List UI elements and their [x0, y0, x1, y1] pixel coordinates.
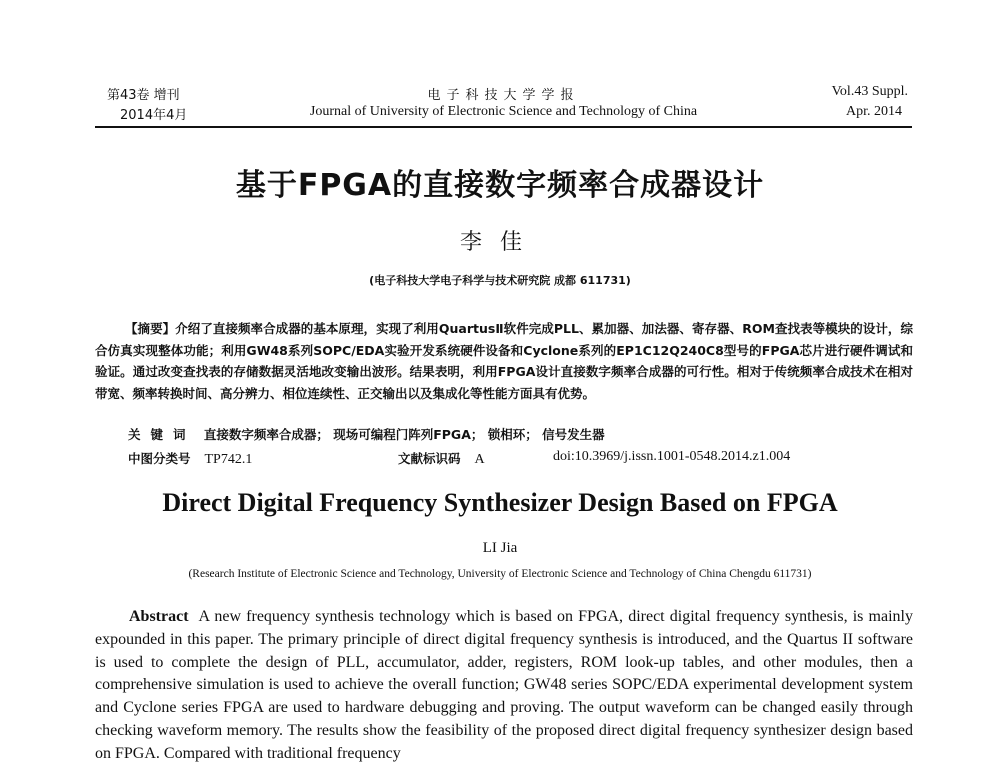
- keywords-text: 直接数字频率合成器； 现场可编程门阵列FPGA； 锁相环； 信号发生器: [203, 427, 605, 442]
- abstract-en-text: A new frequency synthesis technology which is based on FPGA, direct digital frequency synthesis, is mainly expounded in this paper. The primary principle of direct digital frequency synthesis is introduced, and the Quartus II software is used to complete the design of PLL, accumulator, adder, registers, ROM look-up tables, and other modules, then a comprehensive simulation is used to achieve the overall function; GW48 series SOPC/EDA experimental development system and Cyclone series FPGA are used to hardware debugging and proving. The output waveform can be changed easily through checking waveform memory. The results show the feasibility of the proposed direct digital frequency synthesizer design based on FPGA. Compared with traditional frequency: [95, 608, 913, 762]
- paper-title-en: Direct Digital Frequency Synthesizer Design Based on FPGA: [162, 488, 838, 517]
- keywords-label: 关键词: [128, 427, 196, 442]
- abstract-cn: 【摘要】介绍了直接频率合成器的基本原理，实现了利用QuartusⅡ软件完成PLL、累加器、加法器、寄存器、ROM查找表等模块的设计，综合仿真实现整体功能；利用GW48系列SOPC/EDA实验开发系统硬件设备和Cyclone系列的EP1C12Q240C8型号的FPGA芯片进行硬件调试和验证。通过改变查找表的存储数据灵活地改变输出波形。结果表明，利用FPGA设计直接数字频率合成器的可行性。相对于传统频率合成技术在相对带宽、频率转换时间、高分辨力、相位连续性、正交输出以及集成化等性能方面具有优势。: [95, 321, 913, 401]
- clc-value: TP742.1: [204, 452, 253, 467]
- header-date-cn: 2014年4月: [120, 108, 188, 123]
- header-date-en: Apr. 2014: [846, 104, 902, 119]
- affiliation-en: (Research Institute of Electronic Science and Technology, University of Electronic Science and Technology of China Chengdu 611731): [188, 568, 812, 580]
- abstract-en-label: Abstract: [129, 608, 189, 625]
- clc-label: 中图分类号: [128, 451, 191, 466]
- author-cn: 李佳: [459, 230, 540, 255]
- affiliation-cn: (电子科技大学电子科学与技术研究院 成都 611731): [369, 274, 631, 287]
- author-en: LI Jia: [482, 540, 518, 556]
- doc-code-label: 文献标识码: [398, 451, 461, 466]
- doc-code-value: A: [474, 452, 485, 467]
- header-volume: 第43卷 增刊: [107, 88, 180, 103]
- doi: doi:10.3969/j.issn.1001-0548.2014.z1.004: [553, 449, 791, 464]
- paper-title-cn: 基于FPGA的直接数字频率合成器设计: [235, 168, 765, 203]
- abstract-en: [95, 606, 913, 766]
- header-journal-en: Journal of University of Electronic Science and Technology of China: [309, 104, 698, 119]
- classification-line: [128, 449, 908, 468]
- header-vol-en: Vol.43 Suppl.: [831, 84, 908, 99]
- header-journal-cn: 电子科技大学学报: [427, 88, 580, 103]
- doc-code: [398, 449, 485, 468]
- keywords-cn: [128, 425, 908, 443]
- running-header: [95, 82, 912, 128]
